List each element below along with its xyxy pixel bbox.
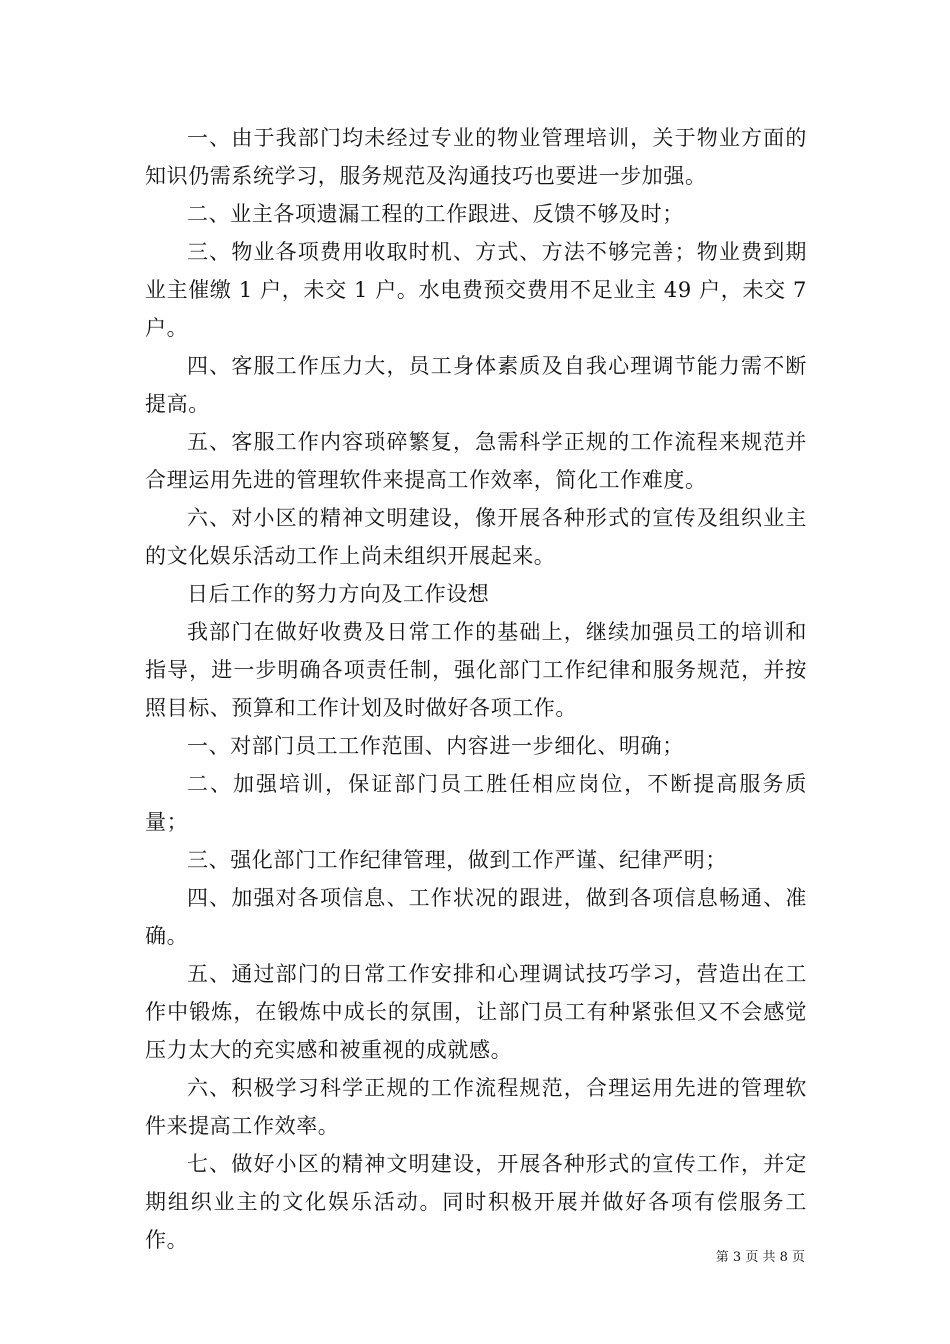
paragraph-6: 六、对小区的精神文明建设，像开展各种形式的宣传及组织业主的文化娱乐活动工作上尚未组织开展起来。 — [145, 506, 807, 568]
paragraph-5: 五、客服工作内容琐碎繁复，急需科学正规的工作流程来规范并合理运用先进的管理软件来提高工作效率，简化工作难度。 — [145, 430, 807, 492]
plan-item-2: 二、加强培训，保证部门员工胜任相应岗位，不断提高服务质量； — [145, 772, 807, 834]
plan-item-4: 四、加强对各项信息、工作状况的跟进，做到各项信息畅通、准确。 — [145, 886, 807, 948]
paragraph-intro: 我部门在做好收费及日常工作的基础上，继续加强员工的培训和指导，进一步明确各项责任制，强化部门工作纪律和服务规范，并按照目标、预算和工作计划及时做好各项工作。 — [145, 620, 807, 720]
plan-item-5: 五、通过部门的日常工作安排和心理调试技巧学习，营造出在工作中锻炼，在锻炼中成长的氛围，让部门员工有种紧张但又不会感觉压力太大的充实感和被重视的成就感。 — [145, 962, 807, 1062]
plan-item-7: 七、做好小区的精神文明建设，开展各种形式的宣传工作，并定期组织业主的文化娱乐活动。同时积极开展并做好各项有偿服务工作。 — [145, 1152, 807, 1252]
paragraph-3: 三、物业各项费用收取时机、方式、方法不够完善；物业费到期业主催缴 1 户，未交 1 户。水电费预交费用不足业主 49 户，未交 7 户。 — [145, 240, 807, 340]
section-heading: 日后工作的努力方向及工作设想 — [187, 582, 490, 606]
plan-item-1: 一、对部门员工工作范围、内容进一步细化、明确； — [187, 734, 684, 758]
plan-item-6: 六、积极学习科学正规的工作流程规范，合理运用先进的管理软件来提高工作效率。 — [145, 1076, 807, 1138]
paragraph-2: 二、业主各项遗漏工程的工作跟进、反馈不够及时； — [187, 202, 684, 226]
document-body — [145, 119, 807, 1259]
plan-item-3: 三、强化部门工作纪律管理，做到工作严谨、纪律严明； — [187, 848, 727, 872]
paragraph-4: 四、客服工作压力大，员工身体素质及自我心理调节能力需不断提高。 — [145, 354, 807, 416]
page-number-footer: 第 3 页 共 8 页 — [715, 1250, 805, 1265]
paragraph-1: 一、由于我部门均未经过专业的物业管理培训，关于物业方面的知识仍需系统学习，服务规范及沟通技巧也要进一步加强。 — [145, 126, 807, 188]
